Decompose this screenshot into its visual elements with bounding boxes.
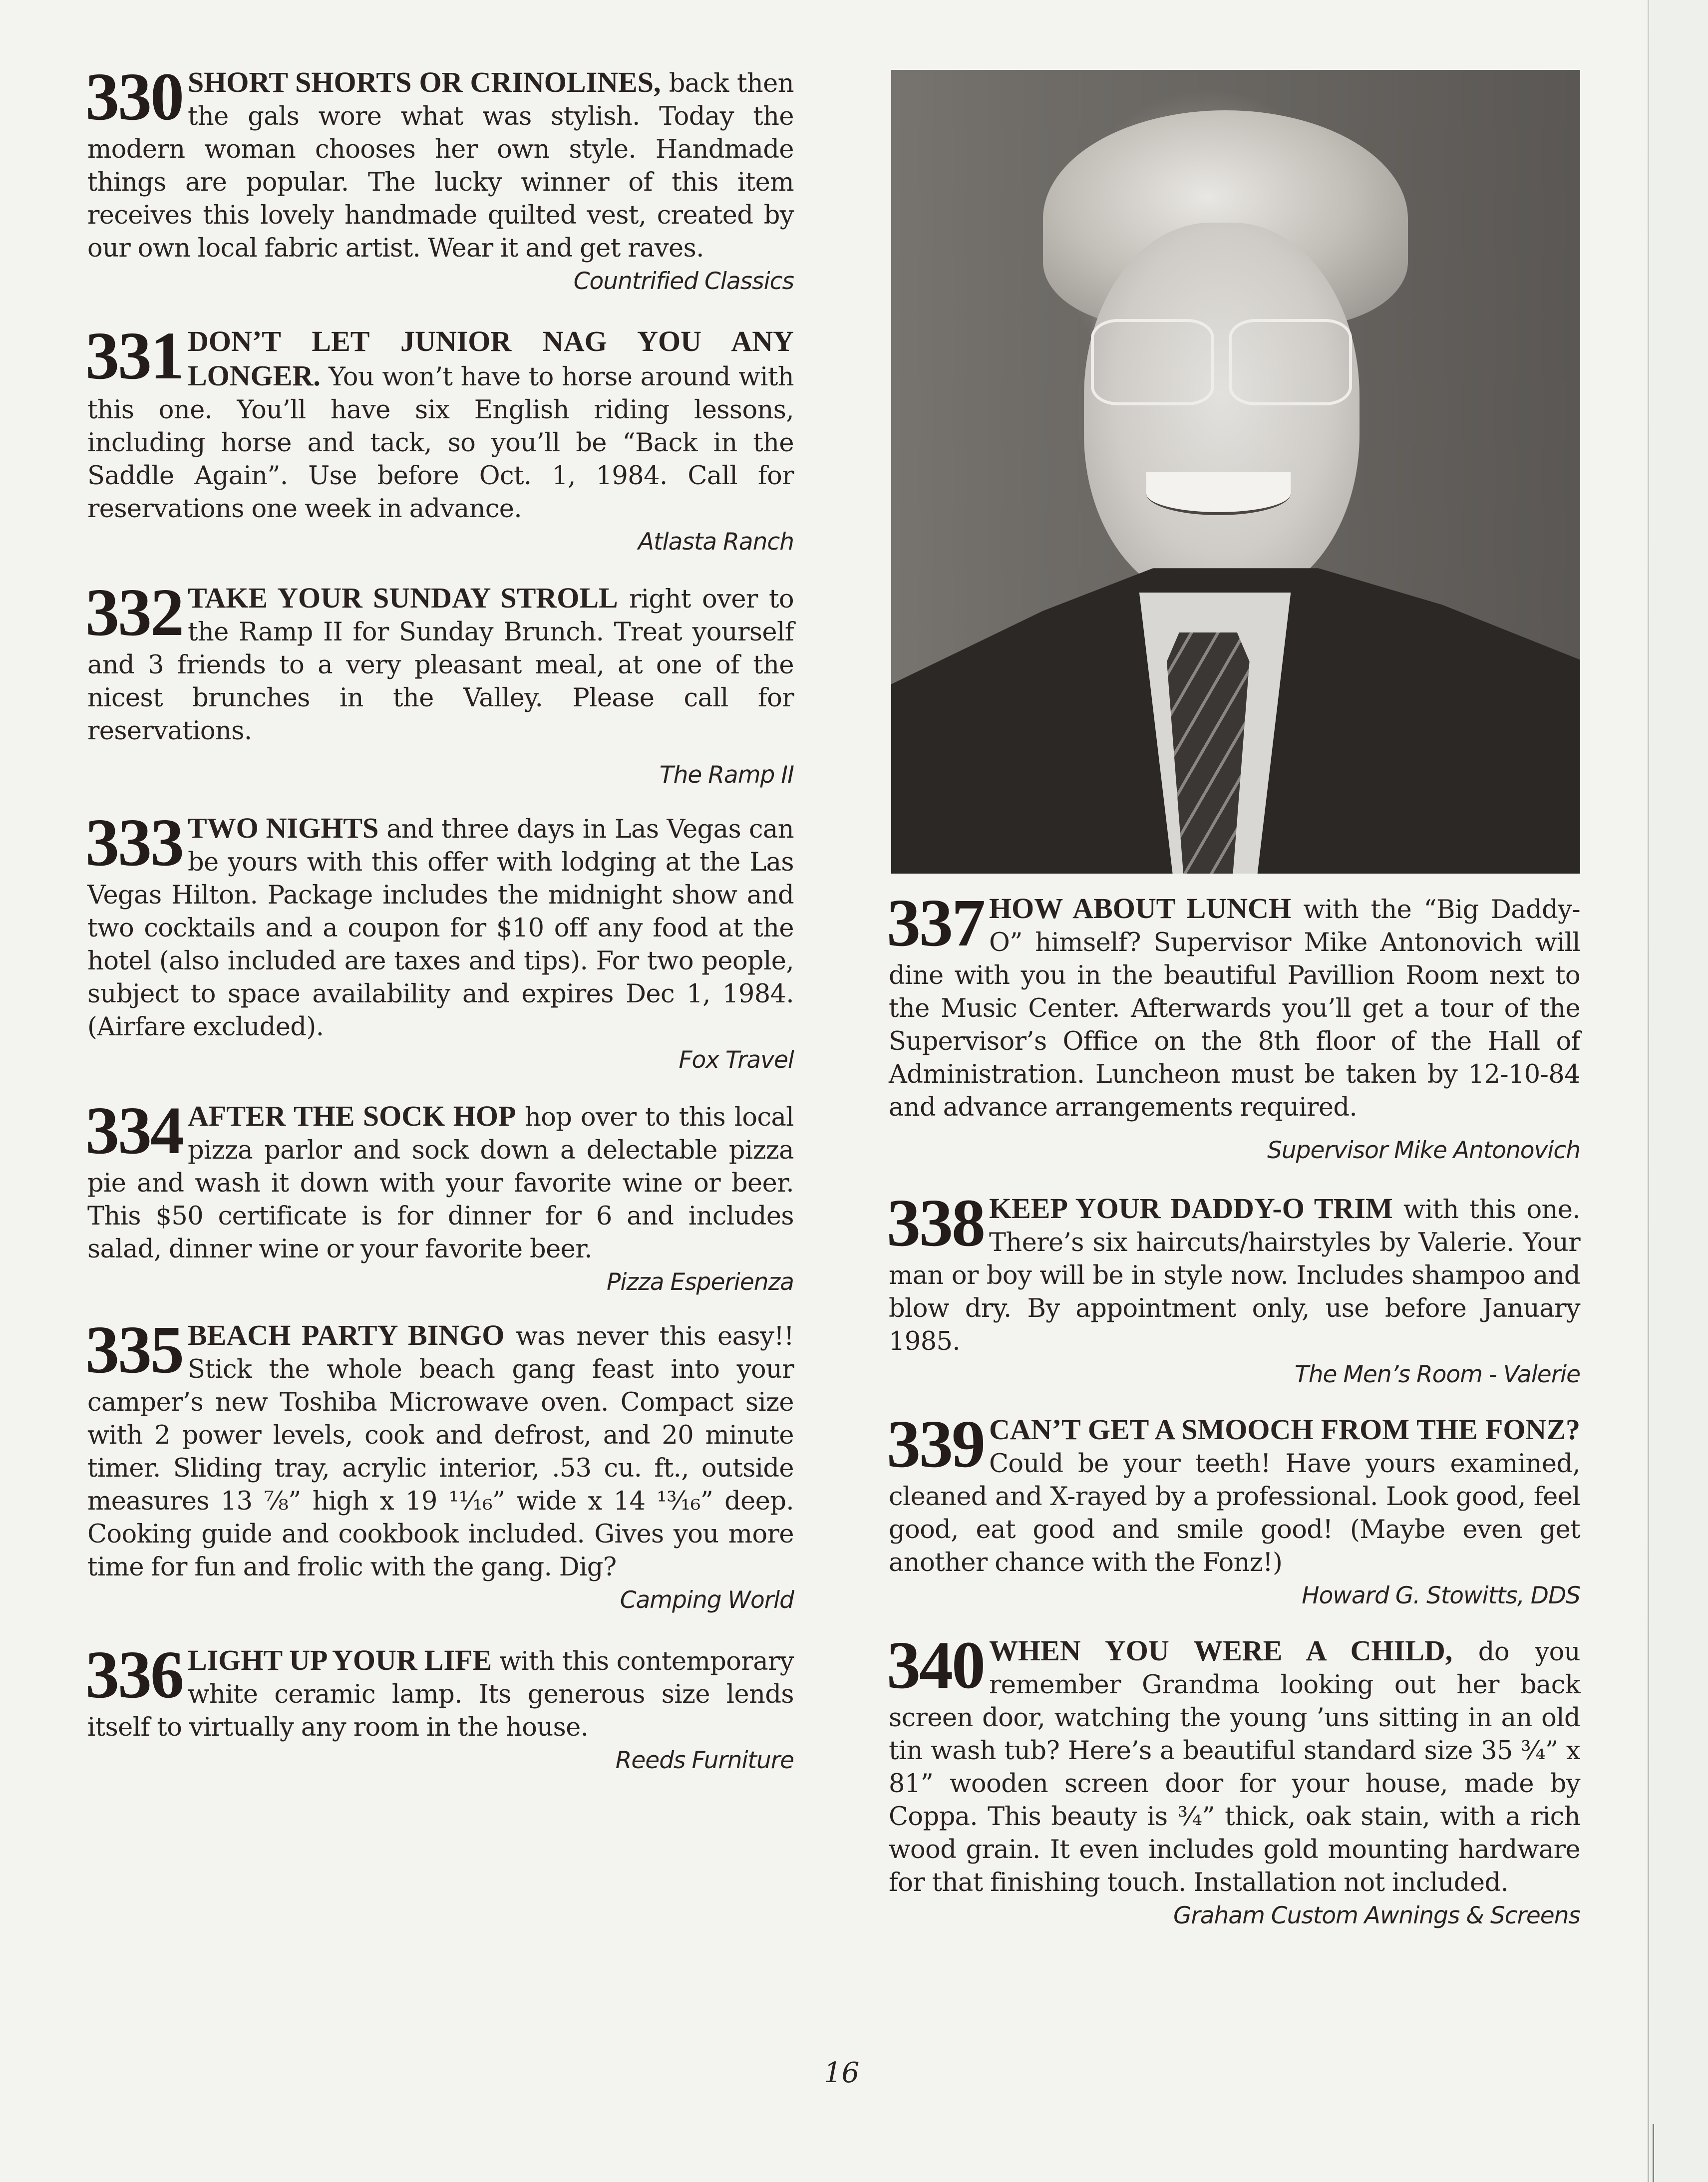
item-number: 340 — [887, 1628, 984, 1703]
page-edge-mark — [1653, 2124, 1654, 2182]
item-donor: The Ramp II — [659, 761, 794, 789]
item-number: 331 — [85, 318, 183, 393]
item-donor: The Men’s Room - Valerie — [1295, 1361, 1580, 1388]
left-column — [85, 59, 794, 1777]
item-description: with this one. There’s six haircuts/hairstyles by Valerie. Your man or boy will be in style now. Includes shampoo and blow dry. By appointment only, use before January 1985. — [889, 1195, 1580, 1356]
item-description: right over to the Ramp II for Sunday Brunch. Treat yourself and 3 friends to a very pleasant meal, at one of the nicest brunches in the Valley. Please call for reservations. — [87, 585, 794, 746]
item-donor: Supervisor Mike Antonovich — [1267, 1137, 1580, 1164]
item-headline: KEEP YOUR DADDY-O TRIM — [989, 1192, 1393, 1225]
item-description: and three days in Las Vegas can be yours with this offer with lodging at the Las Vegas Hilton. Package includes the midnight show and two cocktails and a coupon for $10 off any food at the hotel (also included are taxes and tips). For two people, subject to space availability and expires Dec 1, 1984. (Airfare excluded). — [87, 815, 794, 1042]
item-number: 336 — [85, 1637, 183, 1712]
right-column — [887, 886, 1580, 1932]
facing-page-edge — [1649, 0, 1708, 2182]
photo-face — [1084, 223, 1360, 601]
item-headline: WHEN YOU WERE A CHILD, — [989, 1634, 1453, 1667]
item-description: Could be your teeth! Have yours examined, cleaned and X-rayed by a professional. Look good, feel good, eat good and smile good! (Maybe even get another chance with the Fonz!) — [889, 1449, 1580, 1577]
item-description: do you remember Grandma looking out her back screen door, watching the young ’uns sitting in an old tin wash tub? Here’s a beautiful standard size 35 ¾” x 81” wooden screen door for your house, made by Coppa. This beauty is ¾” thick, oak stain, with a rich wood grain. It even includes gold mounting hardware for that finishing touch. Installation not included. — [889, 1637, 1580, 1897]
auction-item-337 — [887, 886, 1580, 1167]
auction-item-333 — [85, 805, 794, 1077]
item-description: You won’t have to horse around with this one. You’ll have six English riding lessons, including horse and tack, so you’ll be “Back in the Saddle Again”. Use before Oct. 1, 1984. Call for reservations one week in advance. — [87, 362, 794, 524]
item-description: back then the gals wore what was stylish. Today the modern woman chooses her own style. Handmade things are popular. The lucky winner of this item receives this lovely handmade quilted vest, created by our own local fabric artist. Wear it and get raves. — [87, 69, 794, 263]
item-headline: AFTER THE SOCK HOP — [188, 1100, 516, 1132]
item-donor: Fox Travel — [679, 1046, 794, 1074]
item-number: 338 — [887, 1186, 984, 1260]
item-number: 335 — [85, 1312, 183, 1387]
item-donor: Countrified Classics — [573, 268, 794, 295]
auction-item-335 — [85, 1312, 794, 1617]
item-headline: CAN’T GET A SMOOCH FROM THE FONZ? — [989, 1413, 1580, 1446]
auction-item-332 — [85, 575, 794, 792]
photo-glasses-left — [1091, 319, 1214, 405]
auction-item-331 — [85, 318, 794, 559]
item-donor: Reeds Furniture — [615, 1747, 794, 1774]
item-number: 334 — [85, 1093, 183, 1168]
page-number: 16 — [824, 2057, 860, 2089]
item-headline: BEACH PARTY BINGO — [188, 1319, 505, 1351]
item-headline: TWO NIGHTS — [188, 812, 379, 844]
item-description: with the “Big Daddy-O” himself? Supervisor Mike Antonovich will dine with you in the beautiful Pavillion Room next to the Music Center. Afterwards you’ll get a tour of the Supervisor’s Office on the 8th floor of the Hall of Administration. Luncheon must be taken by 12-10-84 and advance arrangements required. — [889, 895, 1580, 1122]
item-donor: Howard G. Stowitts, DDS — [1302, 1582, 1580, 1609]
photo-glasses-right — [1229, 319, 1352, 405]
auction-item-334 — [85, 1093, 794, 1299]
item-number: 332 — [85, 575, 183, 650]
item-headline: SHORT SHORTS OR CRINOLINES, — [188, 66, 661, 98]
item-description: hop over to this local pizza parlor and sock down a delectable pizza pie and wash it down with your favorite wine or beer. This $50 certificate is for dinner for 6 and includes salad, dinner wine or your favorite beer. — [87, 1103, 794, 1264]
auction-item-336 — [85, 1637, 794, 1777]
item-description: with this contemporary white ceramic lamp. Its generous size lends itself to virtually any room in the house. — [87, 1647, 794, 1742]
photo-smile — [1146, 472, 1291, 515]
item-headline: LIGHT UP YOUR LIFE — [188, 1644, 492, 1676]
item-donor: Atlasta Ranch — [638, 528, 794, 556]
item-description: was never this easy!! Stick the whole beach gang feast into your camper’s new Toshiba Microwave oven. Compact size with 2 power levels, cook and defrost, and 20 minute timer. Sliding tray, acrylic interior, .53 cu. ft., outside measures 13 ⅞” high x 19 ¹¹⁄₁₆” wide x 14 ¹³⁄₁₆” deep. Cooking guide and cookbook included. Gives you more time for fun and frolic with the gang. Dig? — [87, 1322, 794, 1582]
item-number: 333 — [85, 805, 183, 880]
item-headline: TAKE YOUR SUNDAY STROLL — [188, 582, 618, 614]
item-number: 339 — [887, 1407, 984, 1482]
supervisor-portrait-photo — [891, 70, 1580, 874]
item-headline: HOW ABOUT LUNCH — [989, 892, 1292, 925]
item-number: 337 — [887, 886, 984, 960]
auction-item-330 — [85, 59, 794, 298]
item-number: 330 — [85, 59, 183, 134]
page-edge-line — [1648, 0, 1649, 2182]
auction-item-339 — [887, 1407, 1580, 1612]
item-headline: DON’T LET JUNIOR NAG YOU ANY LONGER. — [188, 325, 794, 392]
auction-item-338 — [887, 1186, 1580, 1391]
item-donor: Graham Custom Awnings & Screens — [1173, 1902, 1580, 1929]
auction-item-340 — [887, 1628, 1580, 1932]
item-donor: Camping World — [620, 1586, 794, 1614]
item-donor: Pizza Esperienza — [607, 1268, 794, 1296]
